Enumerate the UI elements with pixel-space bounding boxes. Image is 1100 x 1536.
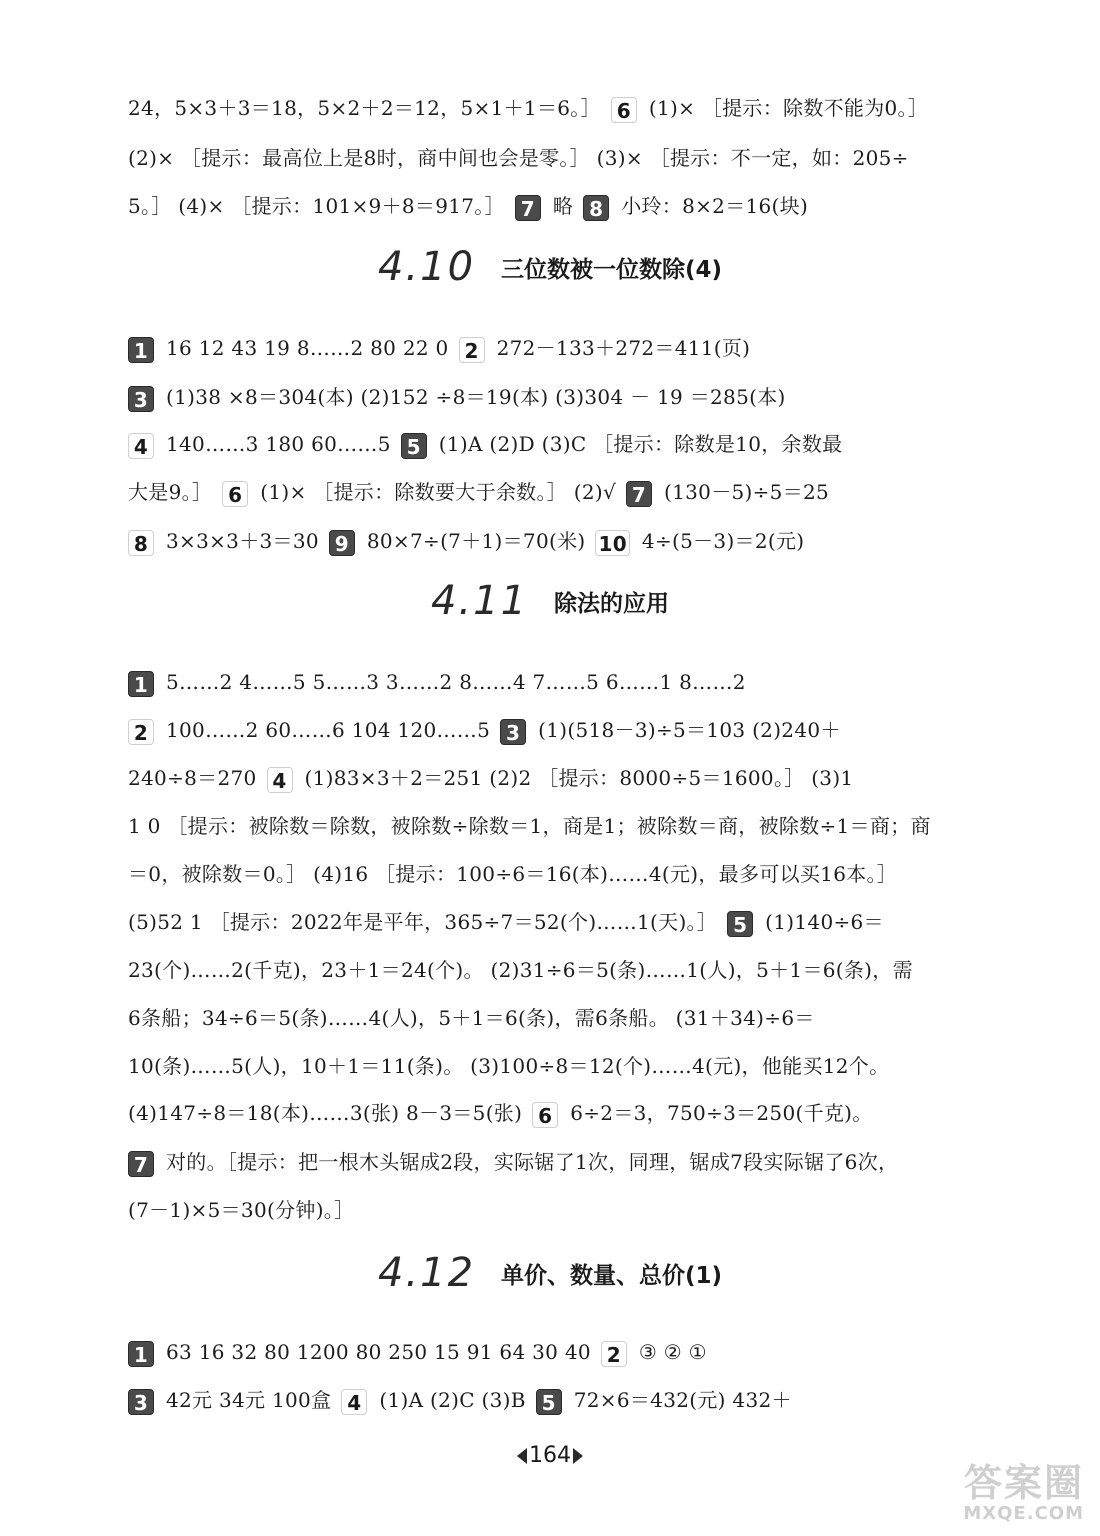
text-line: 1 0 ［提示：被除数＝除数，被除数÷除数＝1，商是1；被除数＝商，被除数÷1＝商；商	[128, 814, 931, 838]
text-line: (4)147÷8＝18(本)……3(张) 8－3＝5(张) 6 6÷2＝3，750÷3＝250(千克)。	[128, 1101, 873, 1128]
question-number-badge: 8	[128, 530, 154, 556]
text-line: 4 140……3 180 60……5 5 (1)A (2)D (3)C ［提示：除数是10，余数最	[128, 424, 1028, 464]
question-number-badge: 1	[128, 1341, 154, 1367]
question-number-badge: 5	[727, 911, 753, 937]
section-heading	[0, 578, 1100, 638]
text-line: 23(个)……2(千克)，23＋1＝24(个)。 (2)31÷6＝5(条)……1(人)，5＋1＝6(条)，需	[128, 958, 913, 982]
question-number-badge: 7	[515, 195, 541, 221]
question-number-badge: 1	[128, 671, 154, 697]
text-line: 1 5……2 4……5 5……3 3……2 8……4 7……5 6……1 8……2	[128, 662, 1028, 702]
section-title: 三位数被一位数除(4)	[501, 256, 723, 283]
text-line: 3 42元 34元 100盒 4 (1)A (2)C (3)B 5 72×6＝432(元) 432＋	[128, 1380, 1028, 1420]
question-number-badge: 6	[532, 1102, 558, 1128]
question-number-badge: 6	[611, 97, 637, 123]
section-heading	[0, 1250, 1100, 1310]
question-number-badge: 7	[128, 1151, 154, 1177]
question-number-badge: 4	[128, 433, 154, 459]
text-line: ＝0，被除数＝0。］ (4)16 ［提示：100÷6＝16(本)……4(元)，最多可以买16本。］	[128, 862, 898, 886]
question-number-badge: 3	[128, 1389, 154, 1415]
text-line: 24，5×3＋3＝18，5×2＋2＝12，5×1＋1＝6。］ 6 (1)× ［提示：除数不能为0。］	[128, 96, 929, 123]
question-number-badge: 8	[583, 195, 609, 221]
text-line: 1 16 12 43 19 8……2 80 22 0 2 272－133＋272＝411(页)	[128, 328, 1028, 368]
text-line: (7－1)×5＝30(分钟)。］	[128, 1198, 355, 1222]
question-number-badge: 1	[128, 337, 154, 363]
section-heading	[0, 244, 1100, 304]
section-number: 4.10	[377, 244, 476, 290]
question-number-badge: 6	[222, 481, 248, 507]
text-line: 1 63 16 32 80 1200 80 250 15 91 64 30 40 2 ③ ② ①	[128, 1332, 1028, 1372]
left-triangle-icon	[517, 1448, 527, 1464]
text-line: 7 对的。［提示：把一根木头锯成2段，实际锯了1次，同理，锯成7段实际锯了6次，	[128, 1142, 1028, 1182]
section-title: 单价、数量、总价(1)	[501, 1262, 723, 1289]
question-number-badge: 9	[329, 530, 355, 556]
question-number-badge: 3	[500, 719, 526, 745]
question-number-badge: 4	[341, 1389, 367, 1415]
question-number-badge: 10	[595, 530, 629, 556]
watermark-logo: 答案圈 MXQE.COM	[963, 1461, 1084, 1524]
question-number-badge: 4	[267, 767, 293, 793]
text-line: 5。］ (4)× ［提示：101×9＋8＝917。］ 7 略 8 小玲：8×2＝16(块)	[128, 194, 809, 221]
section-number: 4.12	[377, 1250, 476, 1296]
text-line: 10(条)……5(人)，10＋1＝11(条)。 (3)100÷8＝12(个)……4(元)，他能买12个。	[128, 1054, 890, 1078]
page-number: 164	[0, 1436, 1100, 1476]
text-line: 3 (1)38 ×8＝304(本) (2)152 ÷8＝19(本) (3)304 － 19 ＝285(本)	[128, 377, 1028, 417]
question-number-badge: 2	[601, 1341, 627, 1367]
section-number: 4.11	[430, 578, 529, 624]
question-number-badge: 5	[536, 1389, 562, 1415]
question-number-badge: 3	[128, 386, 154, 412]
question-number-badge: 2	[128, 719, 154, 745]
text-line: (2)× ［提示：最高位上是8时，商中间也会是零。］ (3)× ［提示：不一定，如：205÷	[128, 146, 909, 170]
text-line: 6条船；34÷6＝5(条)……4(人)，5＋1＝6(条)，需6条船。 (31＋34)÷6＝	[128, 1006, 815, 1030]
question-number-badge: 5	[401, 433, 427, 459]
text-line: (5)52 1 ［提示：2022年是平年，365÷7＝52(个)……1(天)。］ 5 (1)140÷6＝	[128, 910, 884, 937]
section-title: 除法的应用	[554, 590, 670, 617]
text-line: 2 100……2 60……6 104 120……5 3 (1)(518－3)÷5＝103 (2)240＋	[128, 710, 1028, 750]
right-triangle-icon	[573, 1448, 583, 1464]
text-line: 240÷8＝270 4 (1)83×3＋2＝251 (2)2 ［提示：8000÷5＝1600。］ (3)1	[128, 766, 854, 793]
question-number-badge: 2	[459, 337, 485, 363]
text-line: 8 3×3×3＋3＝30 9 80×7÷(7＋1)＝70(米) 10 4÷(5－3)＝2(元)	[128, 521, 1028, 561]
question-number-badge: 7	[626, 481, 652, 507]
text-line: 大是9。］ 6 (1)× ［提示：除数要大于余数。］ (2)√ 7 (130－5)÷5＝25	[128, 480, 830, 507]
